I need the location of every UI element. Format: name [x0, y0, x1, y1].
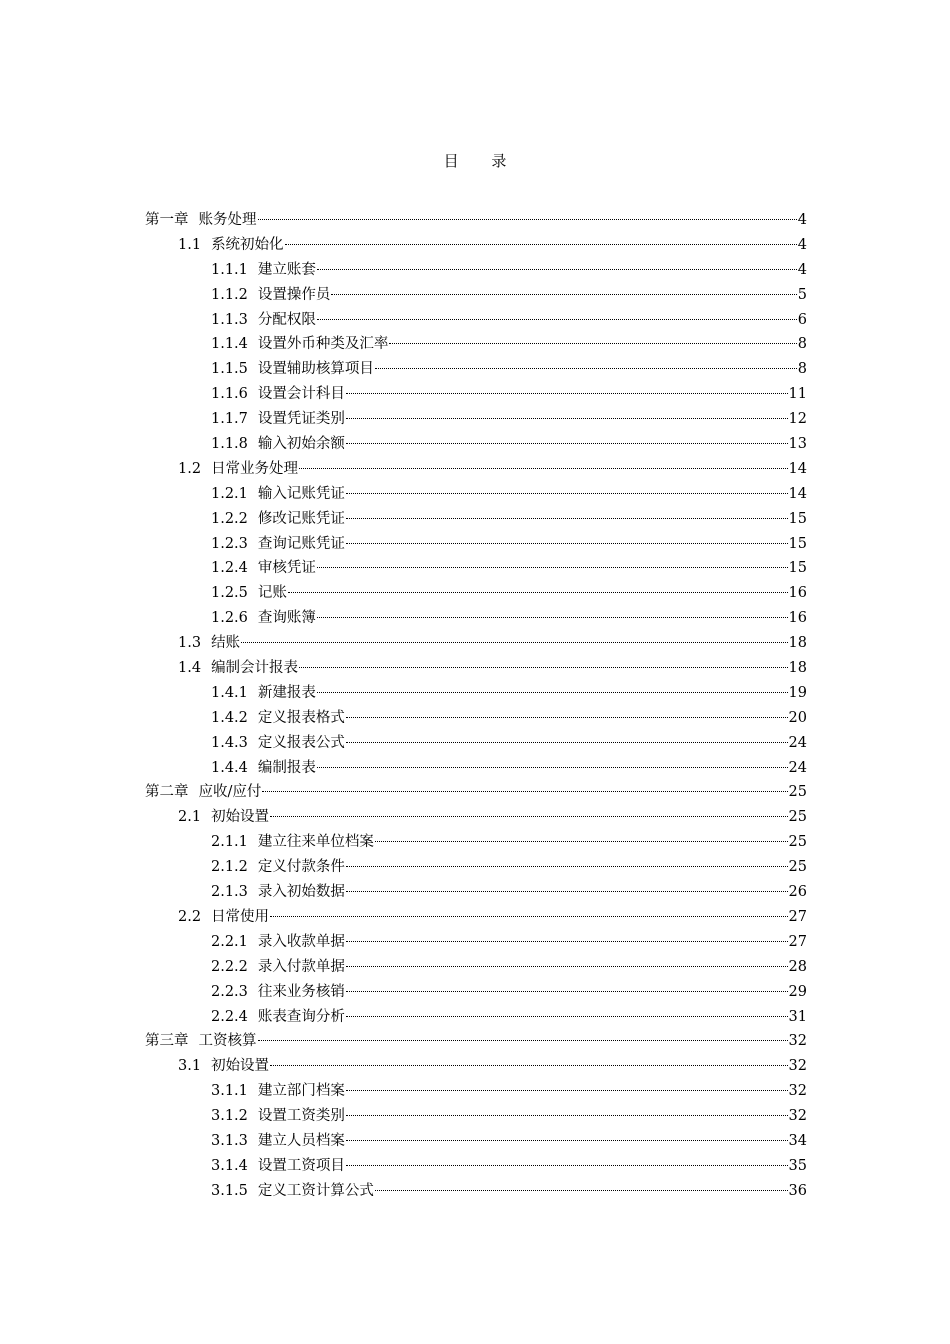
toc-entry[interactable]: [145, 681, 807, 706]
toc-entry-number: 第一章: [145, 212, 189, 228]
toc-entry-title: 分配权限: [257, 311, 316, 328]
toc-entry-title: 系统初始化: [211, 236, 284, 253]
toc-dot-leader: [258, 1040, 788, 1041]
toc-entry-number: 1.2.5: [211, 585, 248, 602]
toc-entry[interactable]: [145, 930, 807, 955]
toc-dot-leader: [285, 244, 797, 245]
toc-entry-title: 设置辅助核算项目: [257, 361, 374, 378]
toc-entry-page-number: 18: [788, 635, 807, 652]
toc-entry-title: 账务处理: [198, 212, 257, 228]
toc-entry[interactable]: [145, 780, 807, 805]
toc-entry-title: 查询记账凭证: [257, 535, 345, 552]
toc-entry-page-number: 16: [788, 610, 807, 627]
toc-entry-page-number: 28: [788, 958, 807, 975]
toc-entry-page-number: 25: [788, 784, 807, 801]
toc-entry-title: 审核凭证: [257, 560, 316, 577]
toc-dot-leader: [389, 343, 796, 344]
toc-entry-title: 定义付款条件: [257, 859, 345, 876]
toc-entry-title: 记账: [257, 585, 287, 602]
toc-entry-number: 1.1.2: [211, 286, 248, 303]
toc-entry-page-number: 31: [788, 1008, 807, 1025]
toc-entry[interactable]: [145, 905, 807, 930]
toc-entry[interactable]: [145, 507, 807, 532]
toc-entry-title: 修改记账凭证: [257, 510, 345, 527]
toc-entry-number: 第二章: [145, 784, 189, 801]
toc-entry-number: 1.1.1: [211, 261, 248, 278]
toc-entry[interactable]: [145, 1079, 807, 1104]
toc-entry-number: 1.2.3: [211, 535, 248, 552]
toc-entry[interactable]: [145, 980, 807, 1005]
toc-entry-title: 设置工资类别: [257, 1108, 345, 1125]
toc-entry-number: 1.4.1: [211, 684, 248, 701]
toc-dot-leader: [270, 816, 787, 817]
toc-entry[interactable]: [145, 1005, 807, 1030]
toc-dot-leader: [346, 543, 788, 544]
toc-entry[interactable]: [145, 407, 807, 432]
toc-dot-leader: [346, 1090, 788, 1091]
toc-entry-page-number: 35: [788, 1157, 807, 1174]
toc-entry-page-number: 24: [788, 759, 807, 776]
toc-entry-number: 1.2.2: [211, 510, 248, 527]
toc-dot-leader: [375, 1190, 788, 1191]
toc-entry-number: 1.2.4: [211, 560, 248, 577]
toc-entry-page-number: 8: [797, 336, 807, 353]
toc-entry-title: 编制会计报表: [211, 660, 299, 677]
toc-entry[interactable]: [145, 1104, 807, 1129]
toc-entry-title: 输入初始余额: [257, 436, 345, 453]
toc-entry-title: 日常业务处理: [211, 460, 299, 477]
toc-entry-number: 3.1.1: [211, 1083, 248, 1100]
toc-entry[interactable]: [145, 382, 807, 407]
toc-entry-title: 新建报表: [257, 684, 316, 701]
toc-entry[interactable]: [145, 855, 807, 880]
toc-dot-leader: [317, 319, 797, 320]
toc-entry[interactable]: [145, 1029, 807, 1054]
toc-dot-leader: [262, 791, 787, 792]
toc-entry-page-number: 26: [788, 884, 807, 901]
toc-entry-title: 设置操作员: [257, 286, 331, 303]
toc-entry-title: 定义工资计算公式: [257, 1182, 374, 1199]
toc-entry-page-number: 25: [788, 834, 807, 851]
toc-entry-number: 2.1.2: [211, 859, 248, 876]
toc-dot-leader: [241, 642, 787, 643]
toc-entry[interactable]: [145, 581, 807, 606]
toc-entry-number: 3.1: [178, 1058, 202, 1075]
toc-entry[interactable]: [145, 332, 807, 357]
toc-entry-title: 设置会计科目: [257, 386, 345, 403]
toc-entry-page-number: 16: [788, 585, 807, 602]
toc-entry-title: 查询账簿: [257, 610, 316, 627]
toc-entry-title: 账表查询分析: [257, 1008, 345, 1025]
toc-entry[interactable]: [145, 556, 807, 581]
toc-entry-title: 录入收款单据: [257, 933, 345, 950]
toc-entry[interactable]: [145, 1129, 807, 1154]
toc-entry-title: 结账: [211, 635, 241, 652]
toc-entry-title: 应收/应付: [198, 784, 262, 801]
toc-entry-page-number: 5: [797, 286, 807, 303]
toc-dot-leader: [346, 866, 788, 867]
toc-entry-page-number: 4: [797, 236, 807, 253]
toc-entry-number: 1.2: [178, 460, 202, 477]
toc-entry-number: 1.4.4: [211, 759, 248, 776]
toc-entry[interactable]: [145, 1154, 807, 1179]
toc-entry-page-number: 27: [788, 908, 807, 925]
toc-entry-title: 建立人员档案: [257, 1132, 345, 1149]
toc-entry-page-number: 29: [788, 983, 807, 1000]
toc-entry-number: 1.3: [178, 635, 202, 652]
toc-entry-number: 2.2: [178, 908, 202, 925]
toc-dot-leader: [317, 567, 788, 568]
toc-dot-leader: [346, 443, 788, 444]
toc-entry-number: 2.2.4: [211, 1008, 248, 1025]
toc-entry-title: 录入付款单据: [257, 958, 345, 975]
toc-dot-leader: [346, 1115, 788, 1116]
toc-entry-title: 工资核算: [198, 1033, 257, 1050]
toc-entry-number: 1.2.6: [211, 610, 248, 627]
toc-entry-number: 1.1: [178, 236, 202, 253]
toc-entry-title: 设置外币种类及汇率: [257, 336, 389, 353]
toc-entry-number: 2.2.1: [211, 933, 248, 950]
toc-entry-title: 初始设置: [211, 1058, 270, 1075]
toc-entry-page-number: 25: [788, 809, 807, 826]
toc-entry-number: 3.1.3: [211, 1132, 248, 1149]
toc-entry-title: 建立部门档案: [257, 1083, 345, 1100]
toc-dot-leader: [346, 393, 788, 394]
toc-entry[interactable]: [145, 457, 807, 482]
toc-entry[interactable]: [145, 1179, 807, 1204]
toc-entry-page-number: 11: [788, 386, 807, 403]
toc-dot-leader: [288, 592, 788, 593]
toc-entry-title: 设置凭证类别: [257, 411, 345, 428]
toc-entry-title: 建立往来单位档案: [257, 834, 374, 851]
toc-entry-number: 1.1.8: [211, 436, 248, 453]
toc-dot-leader: [375, 841, 788, 842]
toc-dot-leader: [317, 269, 797, 270]
toc-entry-page-number: 32: [788, 1108, 807, 1125]
toc-entry[interactable]: [145, 283, 807, 308]
toc-entry-page-number: 15: [788, 560, 807, 577]
toc-entry-title: 定义报表格式: [257, 709, 345, 726]
toc-entry-number: 3.1.5: [211, 1182, 248, 1199]
toc-dot-leader: [346, 1016, 788, 1017]
toc-dot-leader: [317, 692, 788, 693]
toc-dot-leader: [270, 916, 787, 917]
toc-entry[interactable]: [145, 357, 807, 382]
toc-entry-number: 1.4.3: [211, 734, 248, 751]
toc-entry[interactable]: [145, 880, 807, 905]
toc-entry[interactable]: [145, 805, 807, 830]
toc-entry[interactable]: [145, 1054, 807, 1079]
toc-entry[interactable]: [145, 208, 807, 233]
toc-dot-leader: [346, 742, 788, 743]
toc-entry-page-number: 36: [788, 1182, 807, 1199]
toc-entry-number: 2.1: [178, 809, 202, 826]
toc-entry-page-number: 27: [788, 933, 807, 950]
toc-entry[interactable]: [145, 656, 807, 681]
toc-entry[interactable]: [145, 756, 807, 781]
toc-entry-page-number: 6: [797, 311, 807, 328]
toc-entry-page-number: 8: [797, 361, 807, 378]
toc-entry[interactable]: [145, 532, 807, 557]
toc-entry-number: 3.1.2: [211, 1108, 248, 1125]
toc-dot-leader: [299, 667, 787, 668]
toc-dot-leader: [346, 941, 788, 942]
toc-entry-number: 2.2.2: [211, 958, 248, 975]
toc-entry-title: 往来业务核销: [257, 983, 345, 1000]
toc-entry-number: 1.1.6: [211, 386, 248, 403]
toc-entry-title: 建立账套: [257, 261, 316, 278]
toc-entry-page-number: 24: [788, 734, 807, 751]
toc-entry[interactable]: [145, 731, 807, 756]
toc-entry[interactable]: [145, 308, 807, 333]
toc-entry-number: 1.4: [178, 660, 202, 677]
toc-dot-leader: [331, 294, 796, 295]
toc-dot-leader: [317, 767, 788, 768]
toc-dot-leader: [346, 418, 788, 419]
toc-entry-page-number: 12: [788, 411, 807, 428]
toc-entry-number: 2.2.3: [211, 983, 248, 1000]
toc-dot-leader: [258, 219, 797, 220]
toc-dot-leader: [375, 368, 797, 369]
toc-entry-page-number: 14: [788, 460, 807, 477]
toc-entry-number: 第三章: [145, 1033, 189, 1050]
toc-entry-page-number: 4: [797, 261, 807, 278]
toc-entry-page-number: 25: [788, 859, 807, 876]
toc-entry-number: 1.4.2: [211, 709, 248, 726]
toc-entry-page-number: 32: [788, 1033, 807, 1050]
toc-entry[interactable]: [145, 606, 807, 631]
toc-dot-leader: [270, 1065, 787, 1066]
toc-dot-leader: [346, 991, 788, 992]
toc-entry[interactable]: [145, 830, 807, 855]
toc-entry-page-number: 20: [788, 709, 807, 726]
toc-entry-page-number: 15: [788, 535, 807, 552]
toc-dot-leader: [346, 891, 788, 892]
toc-entry-number: 1.1.5: [211, 361, 248, 378]
toc-entry-page-number: 14: [788, 485, 807, 502]
toc-entry-title: 录入初始数据: [257, 884, 345, 901]
toc-entry-number: 2.1.3: [211, 884, 248, 901]
toc-entry-number: 1.1.7: [211, 411, 248, 428]
toc-entry[interactable]: [145, 233, 807, 258]
toc-dot-leader: [299, 468, 787, 469]
toc-entry-title: 日常使用: [211, 908, 270, 925]
toc-entry[interactable]: [145, 258, 807, 283]
toc-entry[interactable]: [145, 706, 807, 731]
toc-entry-page-number: 13: [788, 436, 807, 453]
toc-entry-title: 设置工资项目: [257, 1157, 345, 1174]
toc-dot-leader: [346, 966, 788, 967]
toc-entry-number: 3.1.4: [211, 1157, 248, 1174]
toc-entry[interactable]: [145, 631, 807, 656]
toc-entry-page-number: 32: [788, 1083, 807, 1100]
toc-entry-number: 1.1.3: [211, 311, 248, 328]
toc-entry-page-number: 15: [788, 510, 807, 527]
toc-entry-page-number: 4: [797, 212, 807, 228]
toc-entry[interactable]: [145, 482, 807, 507]
toc-entry-number: 1.1.4: [211, 336, 248, 353]
toc-entry-number: 2.1.1: [211, 834, 248, 851]
toc-entry[interactable]: [145, 955, 807, 980]
toc-dot-leader: [346, 1165, 788, 1166]
toc-dot-leader: [346, 493, 788, 494]
toc-entry-number: 1.2.1: [211, 485, 248, 502]
toc-entry[interactable]: [145, 432, 807, 457]
toc-dot-leader: [346, 1140, 788, 1141]
toc-list: [145, 208, 807, 1204]
toc-entry-title: 输入记账凭证: [257, 485, 345, 502]
toc-dot-leader: [317, 617, 788, 618]
toc-entry-page-number: 19: [788, 684, 807, 701]
toc-entry-page-number: 34: [788, 1132, 807, 1149]
toc-entry-title: 编制报表: [257, 759, 316, 776]
toc-title: 目 录: [443, 152, 521, 170]
toc-dot-leader: [346, 518, 788, 519]
toc-entry-title: 初始设置: [211, 809, 270, 826]
toc-entry-page-number: 18: [788, 660, 807, 677]
toc-entry-title: 定义报表公式: [257, 734, 345, 751]
toc-dot-leader: [346, 717, 788, 718]
toc-entry-page-number: 32: [788, 1058, 807, 1075]
